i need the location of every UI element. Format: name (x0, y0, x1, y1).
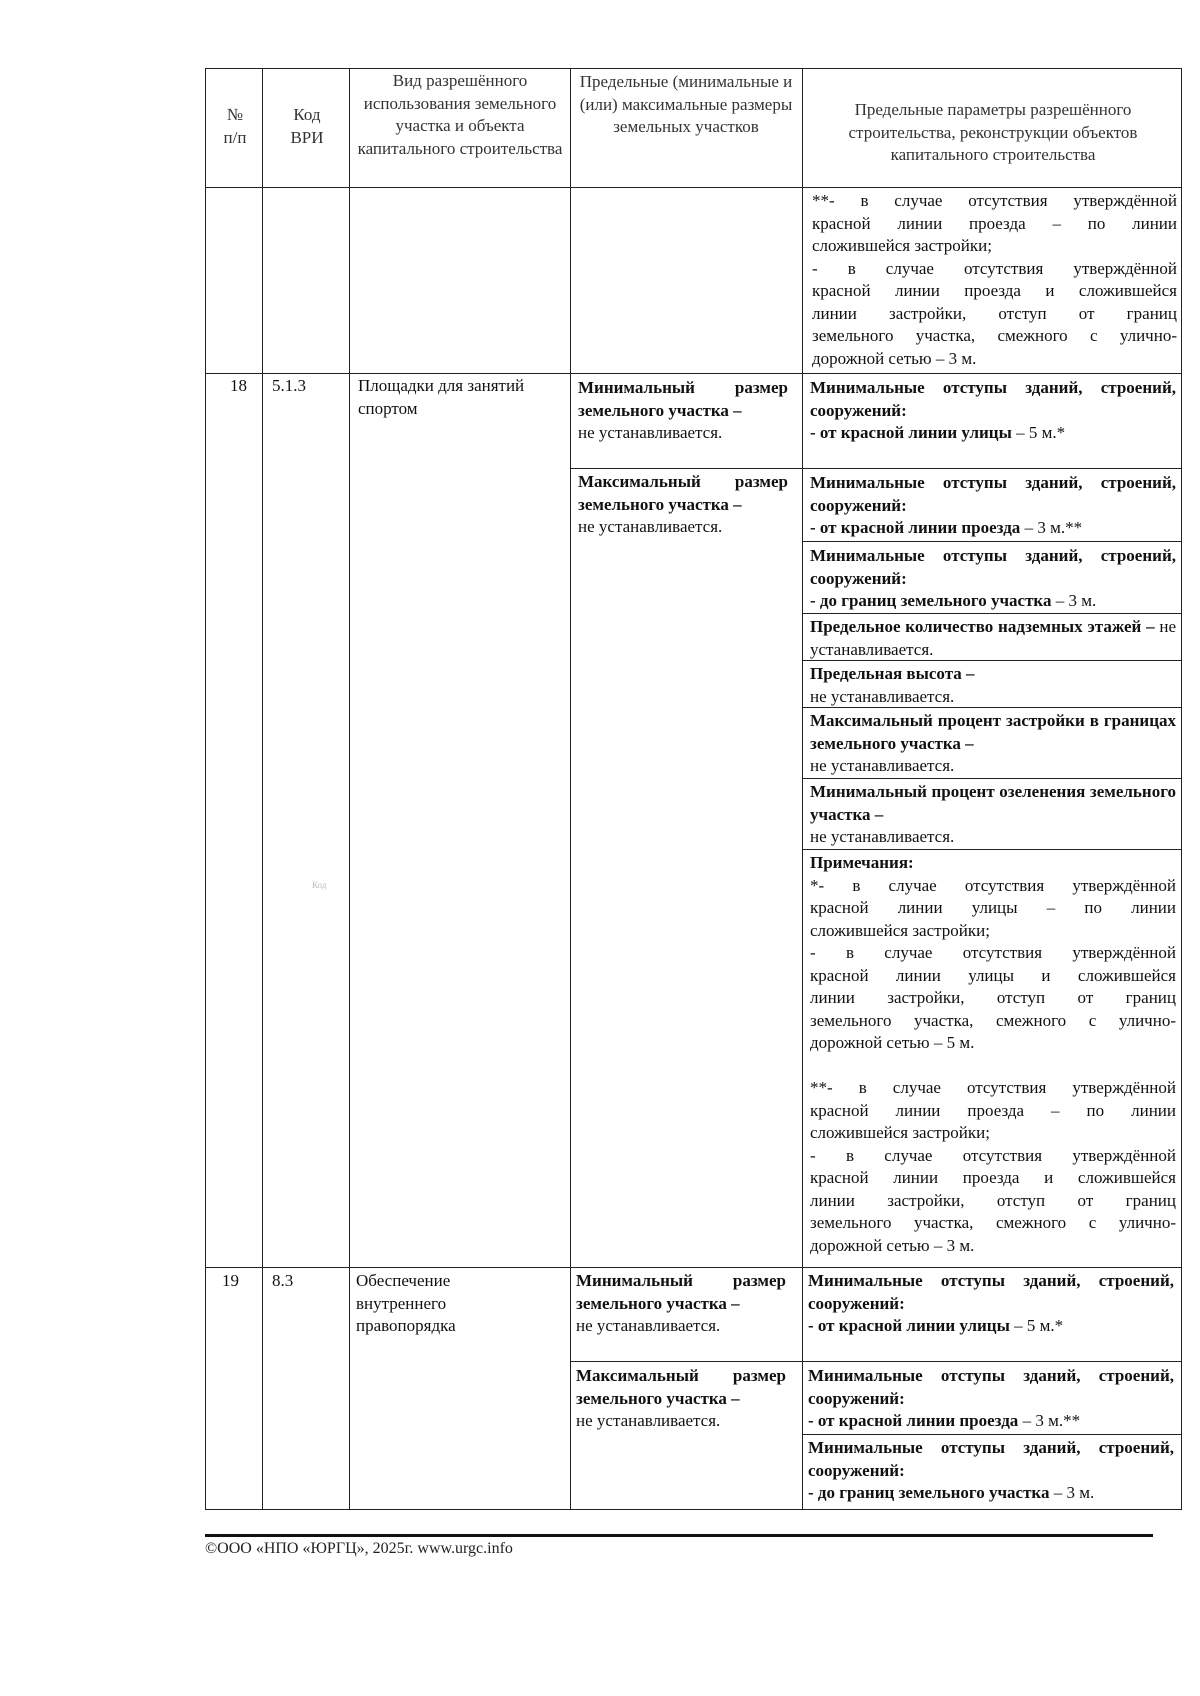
row-18-code: 5.1.3 (272, 376, 306, 395)
row-18-param-height (810, 663, 1176, 708)
min-size-value: не устанавливается. (576, 1316, 721, 1335)
min-size-title: Минимальный размер земельного участка – (578, 378, 788, 420)
param-title: Минимальные отступы зданий, строений, сооружений: (808, 1438, 1174, 1480)
row-19-top-line (205, 1267, 1182, 1268)
note-line: земельного участка, смежного с улично- (810, 1010, 1176, 1030)
param-line: - от красной линии проезда (810, 518, 1021, 537)
row-19-param-setback-street (808, 1270, 1174, 1338)
param-value: не устанавливается. (810, 686, 955, 706)
note-line: земельного участка, смежного с улично- (810, 1213, 1176, 1232)
row-18-param-setback-street (810, 377, 1176, 445)
row-18-size-divider (570, 468, 1182, 469)
row-19-param-divider-3 (802, 1434, 1182, 1435)
note-line: - в случае отсутствия утверждённой (810, 943, 1176, 962)
row-19-kind: Обеспечение внутреннего правопорядка (356, 1271, 456, 1335)
min-size-value: не устанавливается. (578, 423, 723, 442)
row-18-param-setback-boundary (810, 545, 1176, 613)
footer-copyright: ©ООО «НПО «ЮРГЦ», 2025г. www.urgc.info (205, 1540, 513, 1557)
row-18-param-green-percent (810, 781, 1176, 849)
note-line: **- в случае отсутствия утверждённой (810, 1078, 1176, 1097)
note-line: красной линии улицы – по линии (810, 898, 1176, 917)
param-title: Минимальные отступы зданий, строений, сооружений: (808, 1271, 1174, 1313)
continuation-note (812, 190, 1177, 370)
param-title: Максимальный процент застройки в границах земельного участка – (810, 711, 1176, 753)
note-line: красной линии проезда и сложившейся (810, 1168, 1176, 1187)
table-border-left (205, 68, 206, 1510)
row-18-param-divider-6 (802, 778, 1182, 779)
param-value: – 3 м. (1053, 1483, 1095, 1502)
table-border-top (205, 68, 1182, 69)
param-value: – 3 м. (1055, 591, 1097, 610)
footer-rule (205, 1534, 1153, 1537)
param-title: Минимальные отступы зданий, строений, сооружений: (808, 1366, 1174, 1408)
row-18-notes (810, 852, 1176, 1257)
row-18-param-divider-2 (802, 541, 1182, 542)
param-value: не устанавливается. (810, 827, 955, 846)
note-line: *- в случае отсутствия утверждённой (810, 875, 1176, 895)
table-col-divider-3 (570, 68, 571, 1510)
param-line: - до границ земельного участка (808, 1483, 1050, 1502)
note-line: линии застройки, отступ от границ (810, 1190, 1176, 1210)
param-title: Минимальные отступы зданий, строений, сооружений: (810, 378, 1176, 420)
note-line: земельного участка, смежного с улично- (812, 326, 1177, 345)
header-sizes: Предельные (минимальные и (или) максимальные размеры земельных участков (579, 72, 793, 136)
table-col-divider-1 (262, 68, 263, 1510)
param-value: – 5 м.* (1016, 423, 1066, 442)
header-code: Код ВРИ (290, 105, 324, 147)
note-line: дорожной сетью – 5 м. (810, 1033, 975, 1052)
note-line: линии застройки, отступ от границ (810, 988, 1176, 1007)
param-title: Минимальные отступы зданий, строений, сооружений: (810, 473, 1176, 515)
param-title: Минимальные отступы зданий, строений, сооружений: (810, 546, 1176, 588)
param-value: не устанавливается. (810, 756, 955, 775)
table-border-right (1181, 68, 1182, 1510)
row-18-param-floors (810, 616, 1176, 661)
header-kind: Вид разрешённого использования земельного участка и объекта капитального строительства (357, 71, 563, 158)
max-size-title: Максимальный размер земельного участка – (578, 472, 788, 514)
note-line: - в случае отсутствия утверждённой (810, 1145, 1176, 1165)
watermark-text: Код (312, 880, 327, 890)
row-18-kind: Площадки для занятий спортом (358, 376, 525, 418)
table-col-divider-2 (349, 68, 350, 1510)
param-title: Предельное количество надземных этажей – (810, 617, 1155, 636)
notes-title: Примечания: (810, 853, 914, 872)
row-19-param-setback-boundary (808, 1437, 1174, 1505)
note-line: красной линии проезда – по линии (812, 213, 1177, 233)
row-19-min-size (576, 1270, 786, 1338)
row-18-param-setback-drive (810, 472, 1176, 540)
row-18-param-divider-7 (802, 849, 1182, 850)
note-line: дорожной сетью – 3 м. (812, 348, 977, 368)
param-line: - от красной линии улицы (810, 423, 1012, 442)
note-line: **- в случае отсутствия утверждённой (812, 191, 1177, 210)
param-line: - от красной линии улицы (808, 1316, 1010, 1335)
param-value: – 5 м.* (1014, 1316, 1064, 1335)
param-title: Минимальный процент озеленения земельного участка – (810, 782, 1176, 824)
note-line: красной линии улицы и сложившейся (810, 965, 1176, 985)
param-line: - до границ земельного участка (810, 591, 1052, 610)
row-19-max-size (576, 1365, 786, 1433)
row-18-number: 18 (230, 376, 247, 395)
note-line: - в случае отсутствия утверждённой (812, 258, 1177, 278)
table-border-bottom (205, 1509, 1182, 1510)
max-size-value: не устанавливается. (576, 1411, 721, 1430)
note-line: сложившейся застройки; (810, 920, 990, 940)
header-number: № п/п (223, 105, 247, 147)
row-19-code: 8.3 (272, 1271, 294, 1290)
note-line: сложившейся застройки; (810, 1123, 990, 1142)
row-18-param-divider-3 (802, 613, 1182, 614)
header-bottom-line (205, 187, 1182, 188)
min-size-title: Минимальный размер земельного участка – (576, 1271, 786, 1313)
note-line: линии застройки, отступ от границ (812, 303, 1177, 323)
note-line: сложившейся застройки; (812, 236, 992, 255)
param-title: Предельная высота – (810, 664, 975, 683)
max-size-value: не устанавливается. (578, 517, 723, 536)
param-value: – 3 м.** (1024, 518, 1083, 537)
row-19-number: 19 (222, 1271, 239, 1290)
row-19-param-setback-drive (808, 1365, 1174, 1433)
row-18-param-build-percent (810, 710, 1176, 778)
note-line: красной линии проезда и сложившейся (812, 281, 1177, 300)
row-18-max-size (578, 471, 788, 539)
note-line: дорожной сетью – 3 м. (810, 1235, 975, 1255)
param-line: - от красной линии проезда (808, 1411, 1019, 1430)
param-value: – 3 м.** (1022, 1411, 1081, 1430)
param-value: не устанавливается. (810, 617, 1177, 659)
row-18-top-line (205, 373, 1182, 374)
header-params: Предельные параметры разрешённого строительства, реконструкции объектов капитального строительства (848, 100, 1138, 164)
max-size-title: Максимальный размер земельного участка – (576, 1366, 786, 1408)
table-col-divider-4 (802, 68, 803, 1510)
row-19-size-divider (570, 1361, 1182, 1362)
note-line: красной линии проезда – по линии (810, 1100, 1176, 1120)
row-18-min-size (578, 377, 788, 445)
